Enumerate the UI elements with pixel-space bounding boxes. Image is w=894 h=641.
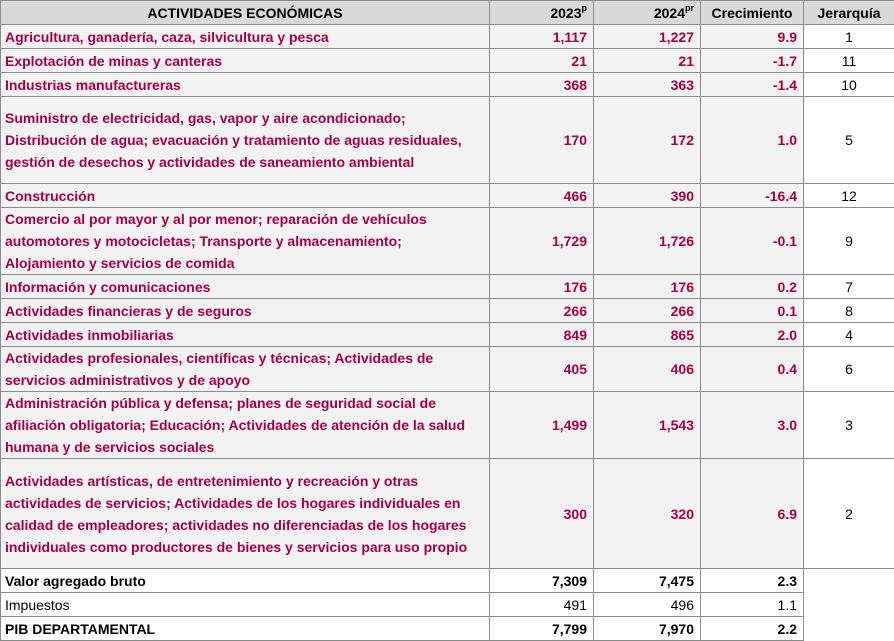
- table-row: [1, 459, 894, 569]
- value-2024: 390: [594, 184, 701, 208]
- total-row: [1, 569, 894, 593]
- activity-name: [1, 49, 490, 73]
- activity-name-line: servicios administrativos y de apoyo: [5, 369, 485, 391]
- activity-name-line: Distribución de agua; evacuación y tratamiento de aguas residuales,: [5, 129, 485, 151]
- growth-value: 1.0: [701, 97, 804, 184]
- activity-name-line: Construcción: [5, 185, 485, 207]
- total-growth: 1.1: [701, 593, 804, 617]
- value-2023: 405: [490, 347, 594, 392]
- growth-value: 9.9: [701, 25, 804, 49]
- growth-value: 0.1: [701, 299, 804, 323]
- rank-value: 6: [804, 347, 894, 392]
- value-2024: 172: [594, 97, 701, 184]
- activity-name-line: calidad de empleadores; actividades no diferenciadas de los hogares: [5, 514, 485, 536]
- value-2024: 21: [594, 49, 701, 73]
- total-row: [1, 617, 894, 641]
- rank-value: 5: [804, 97, 894, 184]
- table-row: [1, 299, 894, 323]
- table-row: [1, 347, 894, 392]
- activity-name: [1, 323, 490, 347]
- value-2023: 300: [490, 459, 594, 569]
- table-row: [1, 323, 894, 347]
- total-growth: 2.3: [701, 569, 804, 593]
- activity-name: [1, 347, 490, 392]
- total-label: Impuestos: [1, 593, 490, 617]
- growth-value: 0.4: [701, 347, 804, 392]
- value-2023: 466: [490, 184, 594, 208]
- activity-name-line: Industrias manufactureras: [5, 74, 485, 96]
- value-2023: 170: [490, 97, 594, 184]
- activity-name: [1, 392, 490, 459]
- rank-value: 3: [804, 392, 894, 459]
- total-row: [1, 593, 894, 617]
- rank-value: 4: [804, 323, 894, 347]
- value-2023: 1,117: [490, 25, 594, 49]
- table-row: [1, 97, 894, 184]
- header-2023: 2023$^p$: [490, 1, 594, 25]
- value-2024: 266: [594, 299, 701, 323]
- rank-value: 8: [804, 299, 894, 323]
- header-2024-sup: pr: [685, 3, 694, 13]
- growth-value: 3.0: [701, 392, 804, 459]
- value-2023: 1,499: [490, 392, 594, 459]
- growth-value: -16.4: [701, 184, 804, 208]
- header-activity: ACTIVIDADES ECONÓMICAS: [1, 1, 490, 25]
- rank-value: 12: [804, 184, 894, 208]
- activity-name-line: individuales como productores de bienes y servicios para uso propio: [5, 536, 485, 558]
- activity-name-line: actividades de servicios; Actividades de los hogares individuales en: [5, 492, 485, 514]
- activity-name-line: Agricultura, ganadería, caza, silvicultura y pesca: [5, 26, 485, 48]
- value-2024: 406: [594, 347, 701, 392]
- value-2023: 21: [490, 49, 594, 73]
- value-2023: 1,729: [490, 208, 594, 275]
- activity-name-line: Actividades artísticas, de entretenimiento y recreación y otras: [5, 470, 485, 492]
- header-rank: Jerarquía: [804, 1, 894, 25]
- growth-value: 2.0: [701, 323, 804, 347]
- table-row: [1, 73, 894, 97]
- total-2024: 7,475: [594, 569, 701, 593]
- total-2024: 7,970: [594, 617, 701, 641]
- growth-value: 6.9: [701, 459, 804, 569]
- activity-name-line: Actividades inmobiliarias: [5, 324, 485, 346]
- value-2023: 849: [490, 323, 594, 347]
- rank-value: 1: [804, 25, 894, 49]
- activity-name-line: afiliación obligatoria; Educación; Actividades de atención de la salud: [5, 414, 485, 436]
- total-2023: 491: [490, 593, 594, 617]
- total-2023: 7,799: [490, 617, 594, 641]
- value-2023: 266: [490, 299, 594, 323]
- activity-name-line: automotores y motocicletas; Transporte y almacenamiento;: [5, 230, 485, 252]
- activity-name-line: Alojamiento y servicios de comida: [5, 252, 485, 274]
- activity-name-line: Suministro de electricidad, gas, vapor y aire acondicionado;: [5, 107, 485, 129]
- total-label: PIB DEPARTAMENTAL: [1, 617, 490, 641]
- rank-value: 2: [804, 459, 894, 569]
- activity-name-line: Explotación de minas y canteras: [5, 50, 485, 72]
- value-2024: 176: [594, 275, 701, 299]
- activity-name-line: Comercio al por mayor y al por menor; reparación de vehículos: [5, 208, 485, 230]
- value-2024: 1,543: [594, 392, 701, 459]
- growth-value: -0.1: [701, 208, 804, 275]
- empty-cell: [804, 617, 894, 641]
- activity-name: [1, 299, 490, 323]
- total-2024: 496: [594, 593, 701, 617]
- value-2024: 865: [594, 323, 701, 347]
- activity-name: [1, 73, 490, 97]
- rank-value: 11: [804, 49, 894, 73]
- table-row: [1, 208, 894, 275]
- rank-value: 10: [804, 73, 894, 97]
- activity-name: [1, 25, 490, 49]
- growth-value: 0.2: [701, 275, 804, 299]
- activity-name: [1, 275, 490, 299]
- value-2024: 1,227: [594, 25, 701, 49]
- value-2024: 363: [594, 73, 701, 97]
- header-row: [1, 1, 894, 25]
- activity-name-line: humana y de servicios sociales: [5, 436, 485, 458]
- table-row: [1, 392, 894, 459]
- activity-name: [1, 208, 490, 275]
- activity-name: [1, 184, 490, 208]
- value-2023: 368: [490, 73, 594, 97]
- table-row: [1, 49, 894, 73]
- growth-value: -1.7: [701, 49, 804, 73]
- header-2024: $2024^{pr}$: [594, 1, 701, 25]
- activity-name-line: gestión de desechos y actividades de saneamiento ambiental: [5, 151, 485, 173]
- table-row: [1, 275, 894, 299]
- total-2023: 7,309: [490, 569, 594, 593]
- table-row: [1, 25, 894, 49]
- rank-value: 7: [804, 275, 894, 299]
- value-2023: 176: [490, 275, 594, 299]
- activity-name-line: Información y comunicaciones: [5, 276, 485, 298]
- rank-value: 9: [804, 208, 894, 275]
- total-label: Valor agregado bruto: [1, 569, 490, 593]
- header-2023-sup: p: [582, 3, 588, 13]
- total-growth: 2.2: [701, 617, 804, 641]
- activity-name-line: Administración pública y defensa; planes de seguridad social de: [5, 392, 485, 414]
- table-row: [1, 184, 894, 208]
- activity-name-line: Actividades profesionales, científicas y técnicas; Actividades de: [5, 347, 485, 369]
- activity-name-line: Actividades financieras y de seguros: [5, 300, 485, 322]
- growth-value: -1.4: [701, 73, 804, 97]
- activity-name: [1, 459, 490, 569]
- empty-cell: [804, 569, 894, 593]
- value-2024: 320: [594, 459, 701, 569]
- value-2024: 1,726: [594, 208, 701, 275]
- activity-name: [1, 97, 490, 184]
- header-growth: Crecimiento: [701, 1, 804, 25]
- empty-cell: [804, 593, 894, 617]
